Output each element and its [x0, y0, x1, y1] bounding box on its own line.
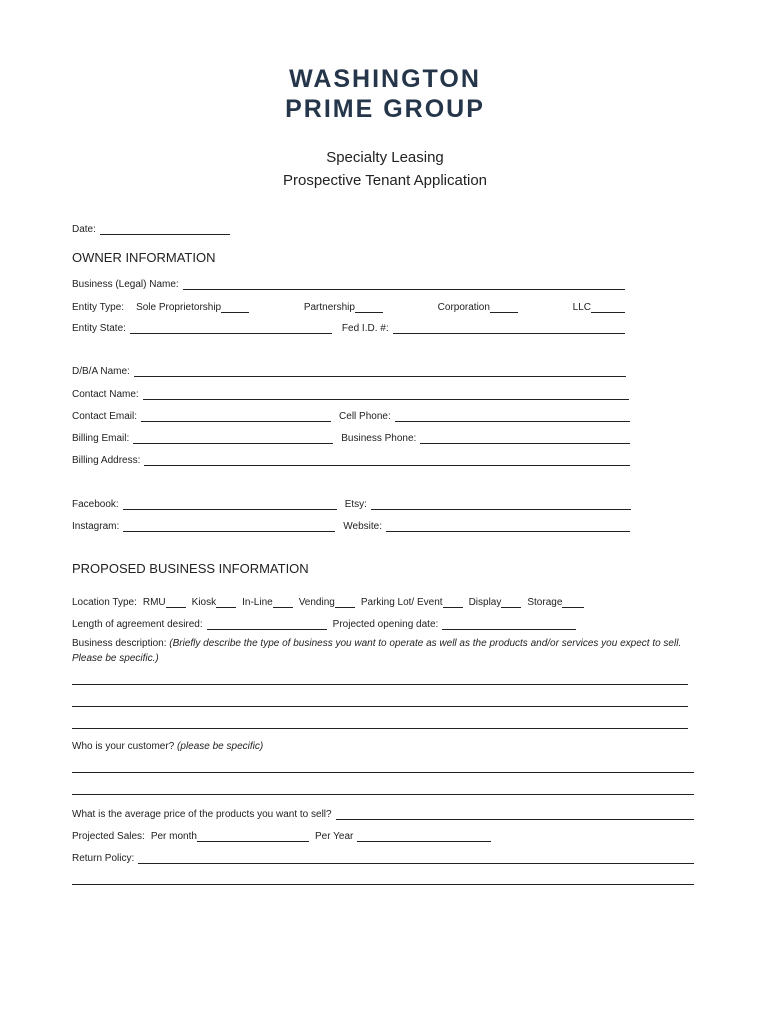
display-field[interactable] [501, 595, 521, 608]
entity-type-row [72, 295, 625, 313]
projected-sales-row [72, 824, 491, 842]
sole-prop-field[interactable] [221, 300, 249, 313]
form-title: Specialty Leasing [326, 149, 444, 166]
per-month-label: Per month [150, 831, 197, 842]
inline-label: In-Line [242, 597, 273, 608]
contact-email-label: Contact Email: [72, 411, 138, 422]
return-policy-line-2[interactable] [72, 884, 694, 885]
sole-prop-label: Sole Proprietorship [136, 302, 222, 313]
kiosk-field[interactable] [216, 595, 236, 608]
contact-name-row [72, 382, 629, 400]
owner-heading: OWNER INFORMATION [72, 250, 216, 265]
description-label: Business description: [72, 638, 167, 649]
website-field[interactable] [386, 519, 630, 532]
business-name-field[interactable] [183, 277, 625, 290]
entity-state-field[interactable] [130, 321, 332, 334]
company-logo [0, 64, 770, 124]
instagram-label: Instagram: [72, 521, 120, 532]
fed-id-field[interactable] [393, 321, 625, 334]
instagram-field[interactable] [123, 519, 335, 532]
parking-label: Parking Lot/ Event [360, 597, 443, 608]
business-heading: PROPOSED BUSINESS INFORMATION [72, 561, 309, 576]
customer-label: Who is your customer? [72, 741, 175, 752]
logo-line-1: WASHINGTON [289, 65, 481, 93]
per-year-label: Per Year [314, 831, 354, 842]
display-label: Display [468, 597, 502, 608]
description-line-2[interactable] [72, 706, 688, 707]
rmu-field[interactable] [166, 595, 186, 608]
business-name-label: Business (Legal) Name: [72, 279, 179, 290]
location-type-label: Location Type: [72, 597, 137, 608]
cell-phone-label: Cell Phone: [339, 411, 391, 422]
entity-state-label: Entity State: [72, 323, 126, 334]
contact-name-label: Contact Name: [72, 389, 139, 400]
storage-field[interactable] [562, 595, 584, 608]
dba-row [72, 359, 626, 377]
avg-price-field[interactable] [336, 807, 694, 820]
return-policy-label: Return Policy: [72, 853, 135, 864]
contact-name-field[interactable] [143, 387, 629, 400]
date-field[interactable] [100, 222, 230, 235]
partnership-field[interactable] [355, 300, 383, 313]
contact-email-field[interactable] [141, 409, 331, 422]
customer-line-1[interactable] [72, 772, 694, 773]
business-name-row [72, 272, 625, 290]
vending-field[interactable] [335, 595, 355, 608]
return-policy-field[interactable] [138, 851, 694, 864]
dba-field[interactable] [134, 364, 626, 377]
customer-line-2[interactable] [72, 794, 694, 795]
return-policy-row [72, 846, 694, 864]
parking-field[interactable] [443, 595, 463, 608]
description-hint: (Briefly describe the type of business you want to operate as well as the products and/or services you expect to sell. Please be specific.) [72, 638, 682, 664]
etsy-label: Etsy: [344, 499, 367, 510]
corporation-field[interactable] [490, 300, 518, 313]
business-phone-label: Business Phone: [341, 433, 417, 444]
per-year-field[interactable] [357, 829, 491, 842]
entity-state-row [72, 316, 625, 334]
billing-email-field[interactable] [133, 431, 333, 444]
avg-price-label: What is the average price of the products you want to sell? [72, 809, 332, 820]
cell-phone-field[interactable] [395, 409, 630, 422]
billing-address-field[interactable] [144, 453, 630, 466]
description-line-3[interactable] [72, 728, 688, 729]
billing-address-label: Billing Address: [72, 455, 141, 466]
dba-label: D/B/A Name: [72, 366, 130, 377]
contact-email-row [72, 404, 630, 422]
opening-date-label: Projected opening date: [332, 619, 439, 630]
agreement-length-field[interactable] [207, 617, 327, 630]
location-type-row [72, 590, 584, 608]
facebook-label: Facebook: [72, 499, 119, 510]
facebook-field[interactable] [123, 497, 337, 510]
opening-date-field[interactable] [442, 617, 576, 630]
etsy-field[interactable] [371, 497, 631, 510]
date-row [72, 217, 236, 235]
logo-line-2: PRIME GROUP [285, 95, 485, 123]
customer-prompt [72, 739, 694, 754]
projected-sales-label: Projected Sales: [72, 831, 145, 842]
date-label: Date: [72, 224, 96, 235]
entity-type-label: Entity Type: [72, 302, 125, 313]
rmu-label: RMU [142, 597, 166, 608]
website-label: Website: [343, 521, 382, 532]
business-description-prompt [72, 636, 700, 666]
description-line-1[interactable] [72, 684, 688, 685]
avg-price-row [72, 802, 694, 820]
billing-address-row [72, 448, 630, 466]
llc-label: LLC [572, 302, 591, 313]
per-month-field[interactable] [197, 829, 309, 842]
storage-label: Storage [527, 597, 563, 608]
inline-field[interactable] [273, 595, 293, 608]
business-phone-field[interactable] [420, 431, 630, 444]
vending-label: Vending [298, 597, 335, 608]
kiosk-label: Kiosk [191, 597, 217, 608]
partnership-label: Partnership [303, 302, 355, 313]
llc-field[interactable] [591, 300, 625, 313]
agreement-length-label: Length of agreement desired: [72, 619, 203, 630]
agreement-row [72, 612, 576, 630]
fed-id-label: Fed I.D. #: [341, 323, 389, 334]
corporation-label: Corporation [437, 302, 490, 313]
billing-email-label: Billing Email: [72, 433, 130, 444]
customer-hint: (please be specific) [177, 741, 264, 752]
instagram-row [72, 514, 630, 532]
form-subtitle: Prospective Tenant Application [282, 172, 488, 189]
facebook-row [72, 492, 631, 510]
billing-email-row [72, 426, 630, 444]
